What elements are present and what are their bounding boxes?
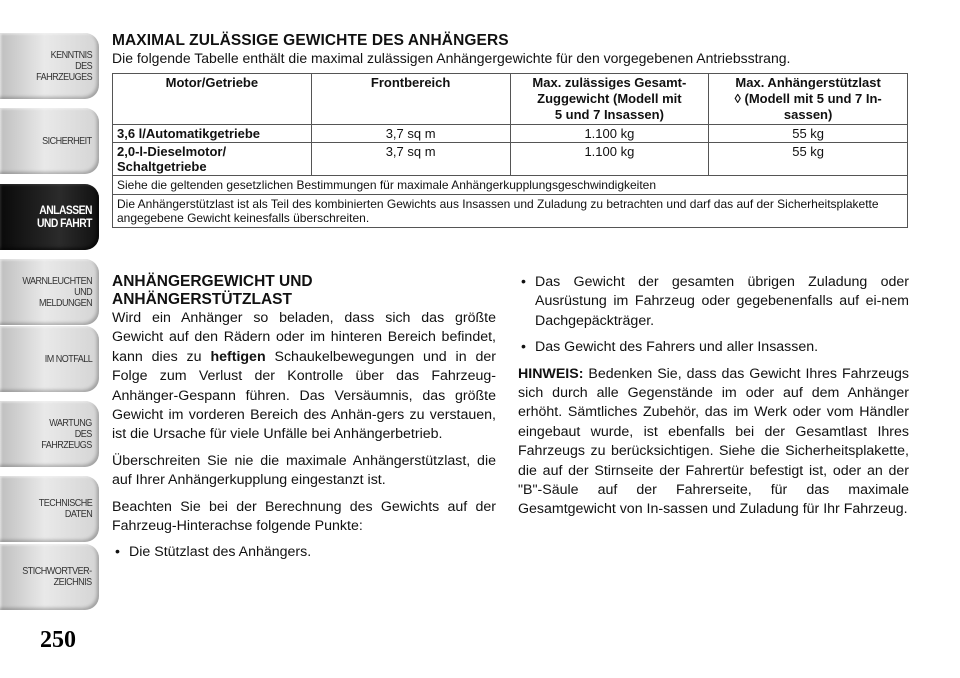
table-note-tongue-load: Die Anhängerstützlast ist als Teil des kombinierten Gewichts aus Insassen und Zuladung zu betrachten und darf das auf der Sicherheitsplakette angegebene Gewicht keinesfalls überschreiten.: [113, 195, 908, 228]
cell-area: 3,7 sq m: [311, 125, 510, 143]
tab-sicherheit[interactable]: SICHERHEIT: [0, 108, 99, 174]
table-note-row: [113, 195, 908, 228]
cell-engine: 3,6 l/Automatikgetriebe: [113, 125, 312, 143]
paragraph-loading: Wird ein Anhänger so beladen, dass sich das größte Gewicht auf den Rädern oder im hinteren Bereich befindet, kann dies zu heftigen Schaukelbewegungen und in der Folge zum Verlust der Kontrolle über das Fahrzeug-Anhänger-Gespann führen. Das Versäumnis, das größte Gewicht im vorderen Bereich des Anhän-gers zu verstauen, ist die Ursache für viele Unfälle bei Anhängerbetrieb.: [112, 310, 496, 443]
list-item: • Die Stützlast des Anhängers.: [112, 543, 496, 562]
hinweis-paragraph: [518, 365, 909, 520]
cell-area: 3,7 sq m: [311, 143, 510, 176]
cell-gross-weight: 1.100 kg: [510, 143, 709, 176]
tab-anlassen-und-fahrt[interactable]: ANLASSEN UND FAHRT: [0, 184, 99, 250]
hinweis-label: HINWEIS:: [518, 365, 584, 382]
tab-stichwortverzeichnis[interactable]: STICHWORTVER- ZEICHNIS: [0, 544, 99, 610]
trailer-weight-table: [112, 73, 908, 228]
right-column: [518, 273, 909, 527]
subsection-heading: ANHÄNGERGEWICHT UND ANHÄNGERSTÜTZLAST: [112, 273, 313, 308]
tab-warnleuchten-und-meldungen[interactable]: WARNLEUCHTEN UND MELDUNGEN: [0, 259, 99, 325]
tab-technische-daten[interactable]: TECHNISCHE DATEN: [0, 476, 99, 542]
left-column: [112, 273, 496, 570]
bold-heftigen: heftigen: [210, 348, 266, 365]
header-gesamtzuggewicht: Max. zulässiges Gesamt- Zuggewicht (Modell mit 5 und 7 Insassen): [510, 74, 709, 125]
chapter-tabs: [0, 0, 102, 678]
header-motor: Motor/Getriebe: [113, 74, 312, 125]
tab-kenntnis-des-fahrzeuges[interactable]: KENNTNIS DES FAHRZEUGES: [0, 33, 99, 99]
tab-wartung-des-fahrzeugs[interactable]: WARTUNG DES FAHRZEUGS: [0, 401, 99, 467]
list-item: • Das Gewicht der gesamten übrigen Zuladung oder Ausrüstung im Fahrzeug oder gegebenenfalls auf ei-nem Dachgepäckträger.: [518, 273, 909, 331]
paragraph-max-tongue-load: Überschreiten Sie nie die maximale Anhängerstützlast, die auf Ihrer Anhängerkupplung eingestanzt ist.: [112, 452, 496, 489]
cell-tongue-load: 55 kg: [709, 143, 908, 176]
cell-tongue-load: 55 kg: [709, 125, 908, 143]
tab-im-notfall[interactable]: IM NOTFALL: [0, 326, 99, 392]
hinweis-text: Bedenken Sie, dass das Gewicht Ihres Fahrzeugs sich durch alle Gegenstände im oder auf dem Anhänger erhöht. Sämtliches Zubehör, das im Werk oder vom Händler eingebaut wurde, ist ebenfalls bei der Gesamtlast Ihres Fahrzeugs zu berücksichtigen. Siehe die Sicherheitsplakette, die auf der Stirnseite der Fahrertür befestigt ist, oder an der "B"-Säule auf der Fahrerseite, für das maximale Gesamtgewicht von In-sassen und Zuladung für Ihr Fahrzeug.: [518, 365, 909, 518]
cell-engine: 2,0-l-Dieselmotor/ Schaltgetriebe: [113, 143, 312, 176]
intro-text: Die folgende Tabelle enthält die maximal zulässigen Anhängergewichte für den vorgegebenen Antriebsstrang.: [112, 50, 791, 66]
table-note-speed: Siehe die geltenden gesetzlichen Bestimmungen für maximale Anhängerkupplungsgeschwindigkeiten: [113, 176, 908, 195]
page-number: 250: [40, 627, 76, 653]
paragraph-rear-axle: Beachten Sie bei der Berechnung des Gewichts auf der Fahrzeug-Hinterachse folgende Punkte:: [112, 498, 496, 535]
table-row: [113, 125, 908, 143]
cell-gross-weight: 1.100 kg: [510, 125, 709, 143]
table-header-row: [113, 74, 908, 125]
header-stuetzlast: Max. Anhängerstützlast ◊ (Modell mit 5 und 7 In- sassen): [709, 74, 908, 125]
section-title: MAXIMAL ZULÄSSIGE GEWICHTE DES ANHÄNGERS: [112, 32, 509, 49]
list-item: • Das Gewicht des Fahrers und aller Insassen.: [518, 338, 909, 357]
table-note-row: [113, 176, 908, 195]
header-frontbereich: Frontbereich: [311, 74, 510, 125]
table-row: [113, 143, 908, 176]
